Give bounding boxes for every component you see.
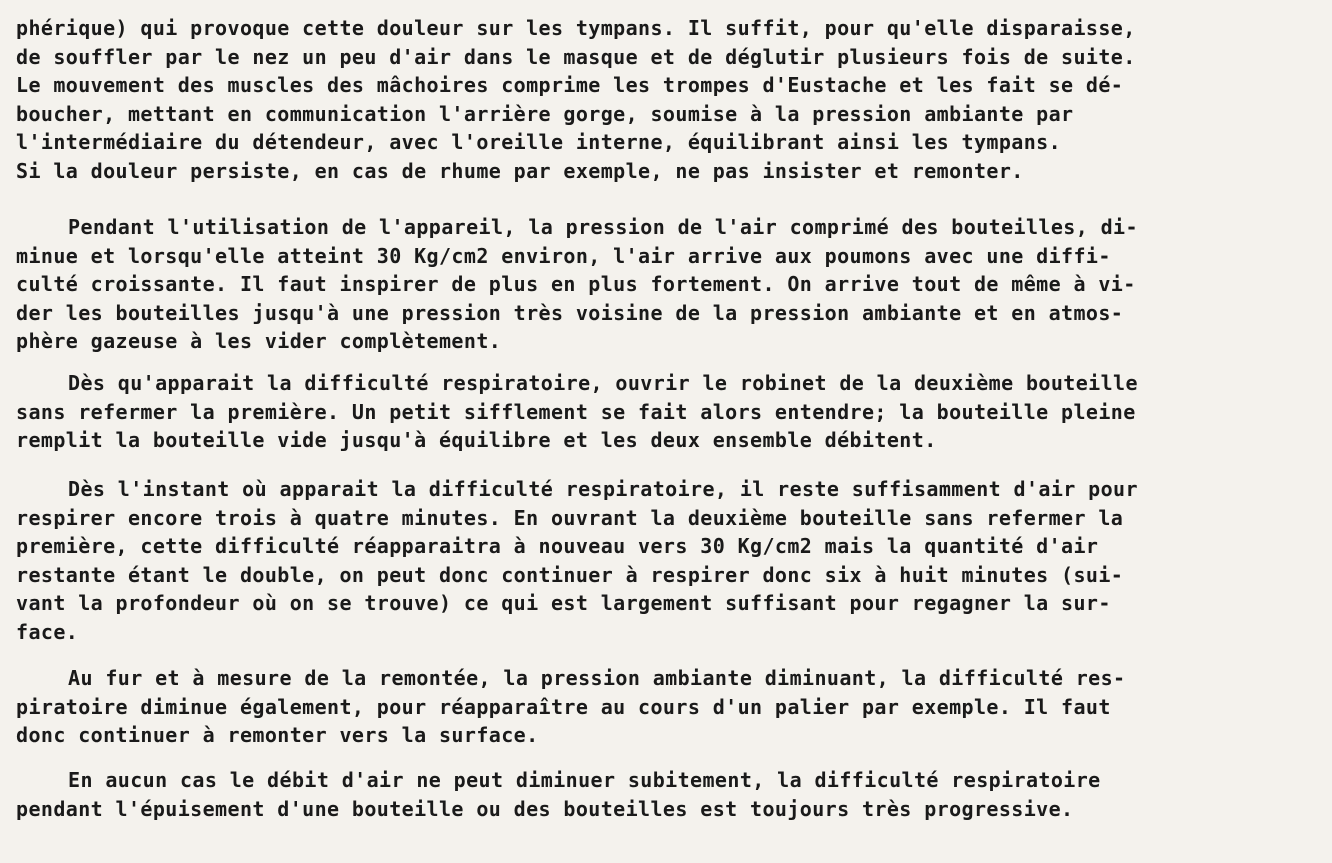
paragraph-ear-pressure — [16, 14, 1316, 185]
text-line: phérique) qui provoque cette douleur sur les tympans. Il suffit, pour qu'elle disparaisse, — [16, 16, 1136, 40]
text-line: En aucun cas le débit d'air ne peut diminuer subitement, la difficulté respiratoire — [68, 768, 1101, 792]
text-line: Au fur et à mesure de la remontée, la pression ambiante diminuant, la difficulté res- — [68, 666, 1126, 690]
text-line: respirer encore trois à quatre minutes. En ouvrant la deuxième bouteille sans refermer la — [16, 505, 1124, 530]
text-line: Pendant l'utilisation de l'appareil, la pression de l'air comprimé des bouteilles, di- — [68, 215, 1138, 239]
text-line: restante étant le double, on peut donc continuer à respirer donc six à huit minutes (sui- — [16, 562, 1124, 587]
text-line: pendant l'épuisement d'une bouteille ou des bouteilles est toujours très progressive. — [16, 796, 1074, 821]
paragraph-ascent — [16, 664, 1316, 750]
text-line: première, cette difficulté réapparaitra à nouveau vers 30 Kg/cm2 mais la quantité d'air — [16, 534, 1099, 558]
text-line: boucher, mettant en communication l'arrière gorge, soumise à la pression ambiante par — [16, 101, 1074, 126]
text-line: l'intermédiaire du détendeur, avec l'oreille interne, équilibrant ainsi les tympans. — [16, 130, 1062, 154]
paragraph-progressive-flow — [16, 766, 1316, 823]
text-line: Si la douleur persiste, en cas de rhume par exemple, ne pas insister et remonter. — [16, 158, 1024, 183]
text-line: donc continuer à remonter vers la surface. — [16, 723, 539, 747]
text-line: vant la profondeur où on se trouve) ce qui est largement suffisant pour regagner la sur- — [16, 591, 1111, 615]
text-line: Le mouvement des muscles des mâchoires comprime les trompes d'Eustache et les fait se dé- — [16, 73, 1124, 97]
text-line: de souffler par le nez un peu d'air dans le masque et de déglutir plusieurs fois de suite. — [16, 44, 1136, 69]
paragraph-bottle-pressure — [16, 213, 1316, 356]
text-line: minue et lorsqu'elle atteint 30 Kg/cm2 environ, l'air arrive aux poumons avec une diffi- — [16, 243, 1111, 268]
text-line: face. — [16, 619, 79, 644]
text-line: remplit la bouteille vide jusqu'à équilibre et les deux ensemble débitent. — [16, 428, 937, 452]
paragraph-remaining-air — [16, 475, 1316, 646]
text-line: Dès qu'apparait la difficulté respiratoire, ouvrir le robinet de la deuxième bouteille — [68, 371, 1138, 395]
text-line: der les bouteilles jusqu'à une pression très voisine de la pression ambiante et en atmos- — [16, 300, 1124, 325]
text-line: sans refermer la première. Un petit sifflement se fait alors entendre; la bouteille pleine — [16, 399, 1136, 424]
text-line: piratoire diminue également, pour réapparaître au cours d'un palier par exemple. Il faut — [16, 694, 1111, 719]
paragraph-second-bottle — [16, 369, 1316, 455]
text-line: phère gazeuse à les vider complètement. — [16, 329, 502, 353]
text-line: Dès l'instant où apparait la difficulté respiratoire, il reste suffisamment d'air pour — [68, 477, 1138, 501]
text-line: culté croissante. Il faut inspirer de plus en plus fortement. On arrive tout de même à vi- — [16, 272, 1136, 296]
